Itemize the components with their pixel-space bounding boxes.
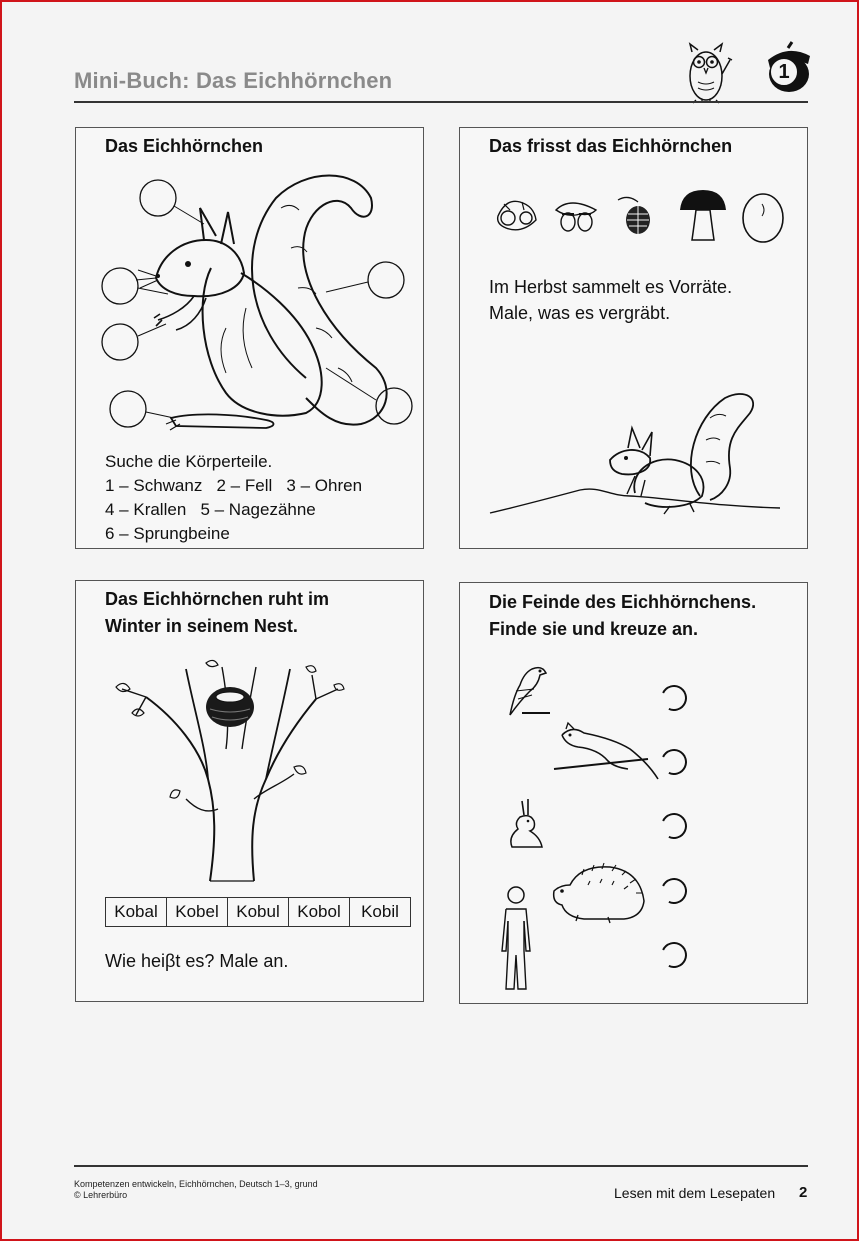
word-option[interactable]: Kobol [289,898,350,926]
panel3-title-2: Winter in seinem Nest. [105,616,298,636]
human-icon [498,885,538,995]
acorn-icon [552,192,602,238]
answer-checkbox[interactable] [657,874,690,907]
answer-checkbox[interactable] [657,809,690,842]
panel2-title: Das frisst das Eichhörnchen [489,136,733,156]
word-choice-table [105,897,411,927]
panel1-title: Das Eichhörnchen [105,136,264,156]
panel1-line-1: 1 – Schwanz 2 – Fell 3 – Ohren [105,476,363,495]
hedgehog-icon [548,861,648,923]
hawk-icon [502,661,554,719]
marten-icon [552,715,662,787]
footer-line-1: Kompetenzen entwickeln, Eichhörnchen, Deutsch 1–3, grund [74,1179,318,1189]
badge-number: 1 [770,58,798,86]
word-option[interactable]: Kobul [228,898,289,926]
tree-nest-illustration [76,659,425,889]
answer-checkbox[interactable] [657,745,690,778]
panel1-line-3: 6 – Sprungbeine [105,524,230,543]
panel1-line-2: 4 – Krallen 5 – Nagezähne [105,500,316,519]
footer-divider [74,1165,808,1167]
panel3-question: Wie heiβt es? Male an. [105,951,289,971]
egg-icon [740,190,786,244]
word-option[interactable]: Kobel [167,898,228,926]
panel4-title-2: Finde sie und kreuze an. [489,619,699,639]
hare-icon [500,793,550,853]
panel2-text-1: Im Herbst sammelt es Vorräte. [489,277,733,297]
answer-checkbox[interactable] [657,938,690,971]
panel1-instruction: Suche die Körperteile. [105,452,273,471]
footer-line-2: © Lehrerbüro [74,1190,128,1200]
word-option[interactable]: Kobal [106,898,167,926]
answer-checkbox[interactable] [657,681,690,714]
mushroom-icon [678,188,728,244]
panel-enemies [459,582,808,1004]
hazelnut-icon [492,192,542,238]
page-title: Mini-Buch: Das Eichhörnchen [74,68,393,93]
panel2-text-2: Male, was es vergräbt. [489,303,671,323]
squirrel-illustration [76,128,425,448]
footer-series-title: Lesen mit dem Lesepaten [614,1185,776,1201]
panel-body-parts [75,127,424,549]
digging-squirrel-illustration [460,378,809,528]
panel-food [459,127,808,549]
page-number: 2 [799,1184,808,1201]
panel3-title-1: Das Eichhörnchen ruht im [105,589,330,609]
word-option[interactable]: Kobil [361,902,399,921]
owl-icon [682,40,742,104]
pinecone-icon [612,192,662,238]
panel-nest [75,580,424,1002]
panel4-title-1: Die Feinde des Eichhörnchens. [489,592,757,612]
footer-credits [74,1179,318,1201]
title-divider [74,101,808,103]
